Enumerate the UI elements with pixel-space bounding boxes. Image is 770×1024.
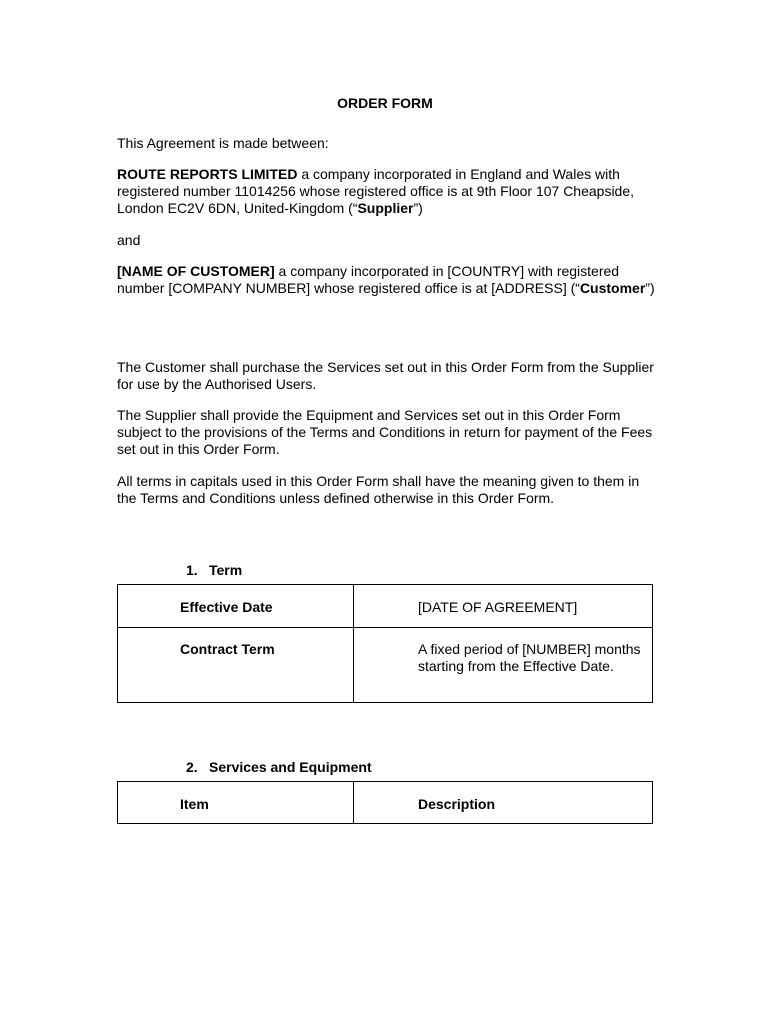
effective-date-value: [DATE OF AGREEMENT] [418,599,578,615]
item-header: Item [180,796,209,812]
supplier-name: ROUTE REPORTS LIMITED [117,166,298,182]
supplier-details: a company incorporated in England and Wales with registered number 11014256 whose registered office is at 9th Floor 107 Cheapside, London EC2V 6DN, United-Kingdom (“ [117,166,635,216]
and-text: and [117,232,141,248]
table-row [118,585,653,628]
table-cell [354,782,653,824]
purchase-paragraph: The Customer shall purchase the Services set out in this Order Form from the Supplier for use by the Authorised Users. [117,359,654,392]
section-title: Services and Equipment [209,759,372,775]
customer-name: [NAME OF CUSTOMER] [117,263,275,279]
description-header: Description [418,796,496,812]
definitions-paragraph: All terms in capitals used in this Order Form shall have the meaning given to them in the Terms and Conditions unless defined otherwise in this Order Form. [117,473,640,506]
section-services-heading [186,759,372,775]
section-number: 1. [186,562,198,578]
document-title: ORDER FORM [337,95,433,111]
table-cell [354,628,653,703]
table-row [118,782,653,824]
supplier-close: ”) [413,200,423,216]
provision-paragraph: The Supplier shall provide the Equipment and Services set out in this Order Form subject to the provisions of the Terms and Conditions in return for payment of the Fees set out in this Order Form. [117,407,653,457]
term-table [117,584,653,703]
table-row [118,628,653,703]
table-cell [118,782,354,824]
table-cell [118,585,354,628]
customer-details: a company incorporated in [COUNTRY] with registered number [COMPANY NUMBER] whose registered office is at [ADDRESS] (“ [117,263,620,296]
services-table [117,781,653,824]
contract-term-value: A fixed period of [NUMBER] months starting from the Effective Date. [418,641,641,674]
supplier-role: Supplier [357,200,414,216]
contract-term-label: Contract Term [180,641,275,657]
customer-close: ”) [645,280,655,296]
customer-paragraph [117,263,662,297]
supplier-paragraph [117,166,662,217]
customer-role: Customer [579,280,646,296]
section-title: Term [209,562,243,578]
section-term-heading [186,562,242,578]
section-number: 2. [186,759,198,775]
intro-paragraph: This Agreement is made between: [117,135,329,151]
table-cell [354,585,653,628]
effective-date-label: Effective Date [180,599,273,615]
table-cell [118,628,354,703]
